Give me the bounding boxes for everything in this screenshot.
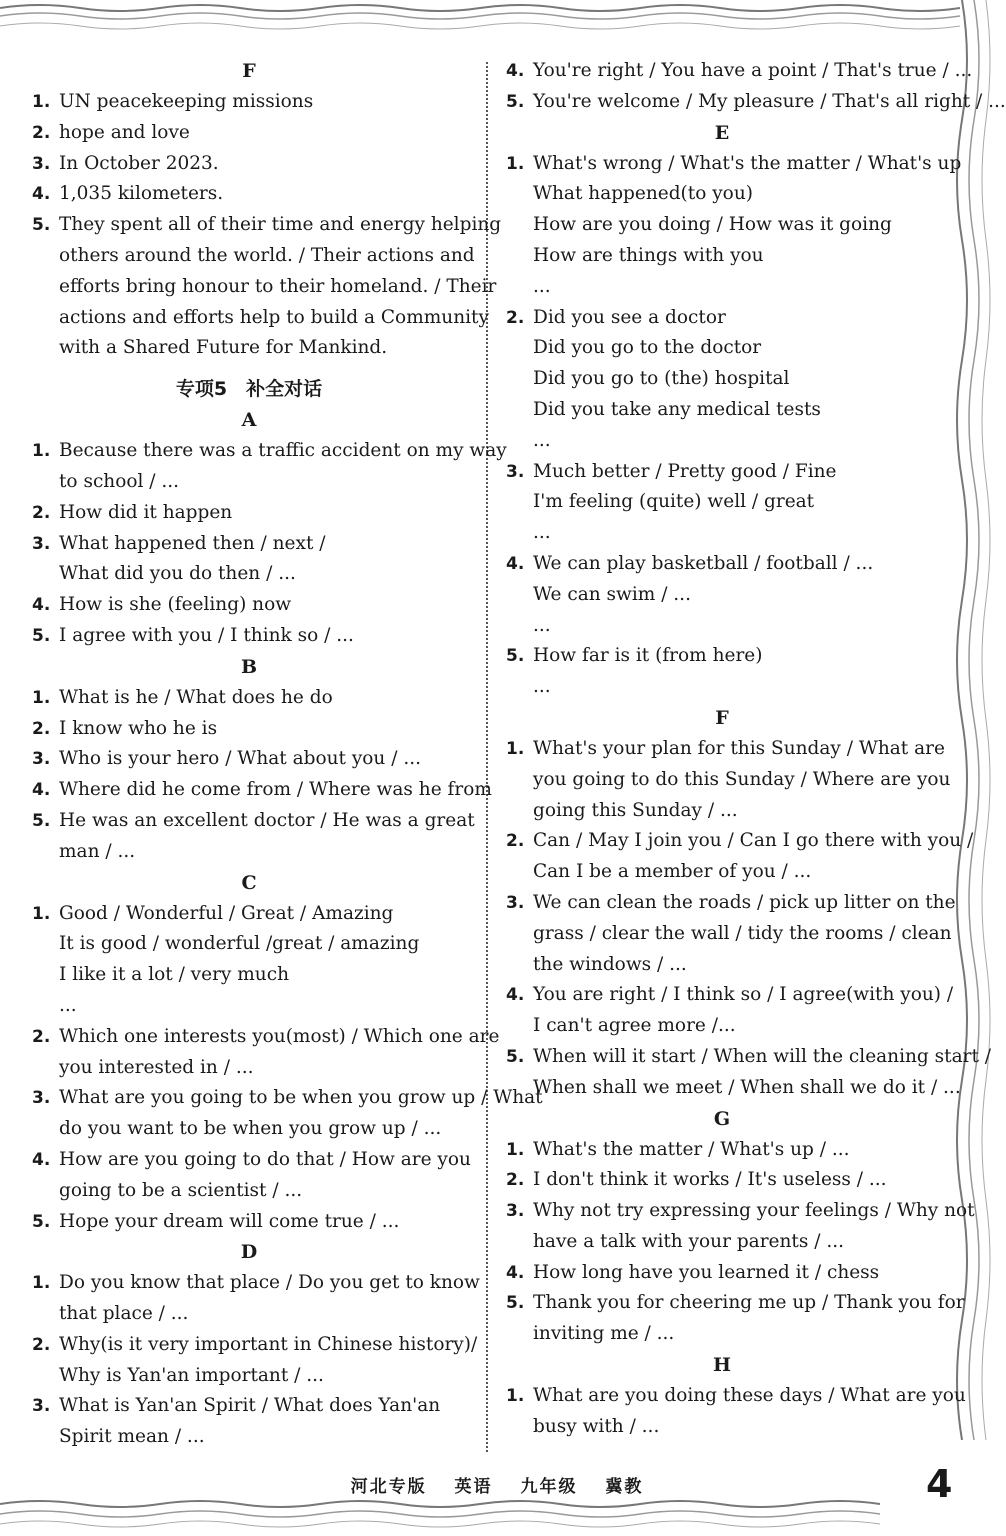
answer-line: have a talk with your parents / ...: [533, 1230, 844, 1252]
answer-item: [506, 1135, 938, 1166]
page-footer: [0, 1472, 994, 1497]
answer-line: I know who he is: [59, 717, 218, 739]
answer-line: We can clean the roads / pick up litter on the: [533, 891, 956, 913]
answer-item: [506, 549, 938, 641]
answer-number: 5.: [506, 646, 525, 667]
answer-line: going this Sunday / ...: [533, 799, 738, 821]
answer-line: How are you doing / How was it going: [533, 214, 892, 236]
answer-line: I'm feeling (quite) well / great: [533, 491, 815, 513]
answer-item: [32, 210, 502, 364]
answer-item: [32, 436, 507, 498]
section-heading: D: [240, 1241, 258, 1264]
answer-line: When will it start / When will the cleaning start /: [533, 1045, 991, 1067]
answer-item: [506, 1042, 991, 1104]
answer-line: What are you going to be when you grow up / What: [59, 1087, 543, 1109]
answer-number: 1.: [506, 1139, 525, 1160]
answer-number: 4.: [506, 1262, 525, 1283]
answer-item: [506, 1288, 965, 1350]
answer-number: 5.: [32, 625, 51, 646]
answer-line: What did you do then / ...: [59, 563, 296, 585]
answer-item: [32, 714, 466, 745]
answer-line: Can I be a member of you / ...: [533, 861, 812, 883]
answer-item: [506, 888, 956, 980]
answer-line: How is she (feeling) now: [59, 594, 292, 616]
answer-line: hope and love: [59, 121, 190, 143]
answer-item: [32, 590, 466, 621]
answer-number: 4.: [506, 985, 525, 1006]
footer-edition: 河北专版: [350, 1477, 427, 1497]
answer-line: What is he / What does he do: [59, 686, 333, 708]
answer-line: ...: [533, 429, 551, 451]
answer-item: [32, 118, 466, 149]
section-heading: E: [714, 121, 730, 144]
answer-item: [32, 87, 466, 118]
answer-item: [32, 529, 466, 591]
answer-item: [32, 744, 466, 775]
answer-line: with a Shared Future for Mankind.: [59, 337, 388, 359]
answer-number: 3.: [32, 533, 51, 554]
answer-number: 4.: [32, 184, 51, 205]
answer-line: I agree with you / I think so / ...: [59, 624, 354, 646]
answer-line: ...: [533, 275, 551, 297]
column-divider: [486, 62, 488, 1452]
answer-line: Can / May I join you / Can I go there with you /: [533, 830, 974, 852]
answer-line: ...: [533, 676, 551, 698]
answer-item: [32, 621, 466, 652]
answer-line: Hope your dream will come true / ...: [59, 1210, 400, 1232]
answer-number: 1.: [32, 1273, 51, 1294]
answer-item: [506, 1196, 975, 1258]
answer-number: 5.: [32, 215, 51, 236]
answer-number: 4.: [32, 1149, 51, 1170]
answer-item: [32, 149, 466, 180]
answer-item: [32, 1330, 478, 1392]
answer-number: 3.: [506, 1201, 525, 1222]
answer-line: grass / clear the wall / tidy the rooms / clean: [533, 922, 952, 944]
answer-number: 3.: [506, 461, 525, 482]
answer-number: 1.: [506, 153, 525, 174]
footer-subject: 英语: [454, 1477, 493, 1497]
answer-item: [32, 1207, 466, 1238]
answer-line: others around the world. / Their actions and: [59, 244, 475, 266]
answer-line: Did you see a doctor: [533, 306, 726, 328]
section-heading: F: [242, 60, 256, 82]
section-heading: A: [241, 409, 257, 432]
answer-line: Spirit mean / ...: [59, 1426, 205, 1448]
answer-number: 3.: [32, 749, 51, 770]
answer-line: you interested in / ...: [59, 1056, 254, 1078]
answer-item: [32, 1391, 466, 1453]
answer-line: man / ...: [59, 840, 136, 862]
answer-line: How far is it (from here): [533, 645, 763, 667]
answer-number: 2.: [32, 122, 51, 143]
answer-number: 5.: [506, 91, 525, 112]
answer-item: [32, 1022, 500, 1084]
footer-publisher: 冀教: [605, 1477, 644, 1497]
answer-line: you going to do this Sunday / Where are you: [533, 768, 951, 790]
answer-number: 1.: [506, 1386, 525, 1407]
answer-line: Thank you for cheering me up / Thank you for: [533, 1292, 965, 1314]
answer-number: 3.: [32, 153, 51, 174]
answer-line: Because there was a traffic accident on my way: [59, 440, 507, 462]
answer-line: What happened then / next /: [59, 532, 326, 554]
answer-line: to school / ...: [59, 470, 180, 492]
answer-number: 2.: [32, 1334, 51, 1355]
answer-number: 4.: [506, 553, 525, 574]
answer-number: 1.: [506, 738, 525, 759]
answer-item: [32, 683, 466, 714]
answer-line: What's wrong / What's the matter / What's up: [533, 152, 962, 174]
answer-number: 2.: [506, 307, 525, 328]
answer-line: Why not try expressing your feelings / Why not: [533, 1200, 975, 1222]
answer-line: going to be a scientist / ...: [59, 1179, 303, 1201]
answer-line: ...: [59, 994, 77, 1016]
answer-number: 2.: [32, 1026, 51, 1047]
answer-line: We can play basketball / football / ...: [533, 552, 874, 574]
answer-number: 5.: [32, 810, 51, 831]
answer-line: You are right / I think so / I agree(with you) /: [533, 984, 954, 1006]
left-column: [32, 56, 543, 1453]
footer-grade: 九年级: [520, 1477, 578, 1497]
section-heading: G: [713, 1107, 731, 1130]
answer-number: 5.: [32, 1211, 51, 1232]
answer-line: How long have you learned it / chess: [533, 1261, 880, 1283]
answer-number: 4.: [506, 61, 525, 81]
answer-item: [32, 179, 466, 210]
answer-line: do you want to be when you grow up / ...: [59, 1118, 442, 1140]
answer-line: They spent all of their time and energy helping: [59, 214, 502, 236]
section-heading: H: [713, 1354, 731, 1377]
section-heading: B: [240, 655, 258, 678]
answer-line: Good / Wonderful / Great / Amazing: [59, 902, 394, 924]
answer-line: When shall we meet / When shall we do it / ...: [533, 1076, 961, 1098]
answer-item: [506, 980, 954, 1042]
answer-number: 2.: [32, 718, 51, 739]
answer-line: What are you doing these days / What are you: [533, 1385, 966, 1407]
answer-line: We can swim / ...: [533, 583, 691, 605]
answer-number: 1.: [32, 92, 51, 112]
answer-number: 2.: [506, 1170, 525, 1191]
answer-item: [32, 775, 492, 806]
answer-item: [506, 56, 973, 87]
right-column: [506, 56, 1006, 1443]
answer-number: 2.: [506, 831, 525, 852]
answer-item: [32, 1145, 471, 1207]
answer-line: How did it happen: [59, 501, 233, 523]
answer-line: It is good / wonderful /great / amazing: [59, 933, 420, 955]
answer-line: inviting me / ...: [533, 1323, 675, 1345]
answer-number: 2.: [32, 502, 51, 523]
answer-number: 3.: [32, 1396, 51, 1417]
answer-line: that place / ...: [59, 1303, 189, 1325]
answer-item: [506, 826, 974, 888]
answer-number: 4.: [32, 780, 51, 801]
answer-line: I don't think it works / It's useless / ...: [533, 1169, 887, 1191]
answer-line: Did you take any medical tests: [533, 398, 821, 420]
answer-item: [32, 899, 466, 1022]
answer-line: efforts bring honour to their homeland. / Their: [59, 275, 497, 297]
answer-item: [32, 1268, 480, 1330]
answer-item: [506, 641, 938, 703]
answer-number: 3.: [506, 892, 525, 913]
answer-number: 5.: [506, 1293, 525, 1314]
answer-number: 5.: [506, 1046, 525, 1067]
answer-line: ...: [533, 614, 551, 636]
answer-number: 1.: [32, 903, 51, 924]
topic-heading: 专项5 补全对话: [175, 378, 323, 401]
answer-item: [506, 734, 951, 826]
answer-line: I can't agree more /...: [533, 1015, 736, 1037]
answer-item: [32, 806, 475, 868]
answer-line: Why is Yan'an important / ...: [59, 1364, 324, 1386]
answer-line: 1,035 kilometers.: [59, 183, 224, 205]
answer-number: 1.: [32, 441, 51, 462]
answer-item: [506, 87, 1006, 118]
answer-item: [506, 1381, 966, 1443]
answer-number: 3.: [32, 1088, 51, 1109]
answer-line: You're right / You have a point / That's true / ...: [533, 60, 973, 81]
section-heading: F: [715, 706, 729, 729]
answer-line: Which one interests you(most) / Which one are: [59, 1025, 500, 1047]
answer-line: How are you going to do that / How are you: [59, 1148, 471, 1170]
answer-line: Do you know that place / Do you get to know: [59, 1272, 480, 1294]
answer-item: [506, 149, 962, 303]
answer-line: actions and efforts help to build a Community: [59, 306, 489, 328]
answer-line: the windows / ...: [533, 953, 687, 975]
answer-item: [506, 457, 938, 549]
answer-number: 4.: [32, 595, 51, 616]
answer-line: Did you go to (the) hospital: [533, 368, 790, 390]
answer-item: [506, 1165, 938, 1196]
answer-line: Who is your hero / What about you / ...: [59, 748, 421, 770]
page-number: 4: [926, 1462, 953, 1506]
answer-item: [32, 1083, 543, 1145]
answer-line: busy with / ...: [533, 1415, 660, 1437]
answer-line: Where did he come from / Where was he from: [59, 779, 492, 801]
answer-line: Why(is it very important in Chinese history)/: [59, 1333, 478, 1355]
answer-line: What is Yan'an Spirit / What does Yan'an: [59, 1395, 441, 1417]
answer-item: [506, 1258, 938, 1289]
answer-line: You're welcome / My pleasure / That's all right / ...: [533, 90, 1006, 112]
answer-line: What's the matter / What's up / ...: [533, 1138, 850, 1160]
answer-line: How are things with you: [533, 244, 764, 266]
answer-line: What's your plan for this Sunday / What are: [533, 737, 945, 759]
answer-line: UN peacekeeping missions: [59, 91, 314, 112]
answer-line: He was an excellent doctor / He was a great: [59, 809, 475, 831]
answer-item: [506, 303, 938, 457]
answer-number: 1.: [32, 687, 51, 708]
answer-line: In October 2023.: [59, 152, 219, 174]
section-heading: C: [241, 871, 257, 894]
answer-line: Much better / Pretty good / Fine: [533, 460, 837, 482]
answer-line: ...: [533, 522, 551, 544]
answer-line: Did you go to the doctor: [533, 337, 762, 359]
answer-line: I like it a lot / very much: [59, 964, 289, 986]
answer-line: What happened(to you): [533, 183, 753, 205]
answer-item: [32, 498, 466, 529]
